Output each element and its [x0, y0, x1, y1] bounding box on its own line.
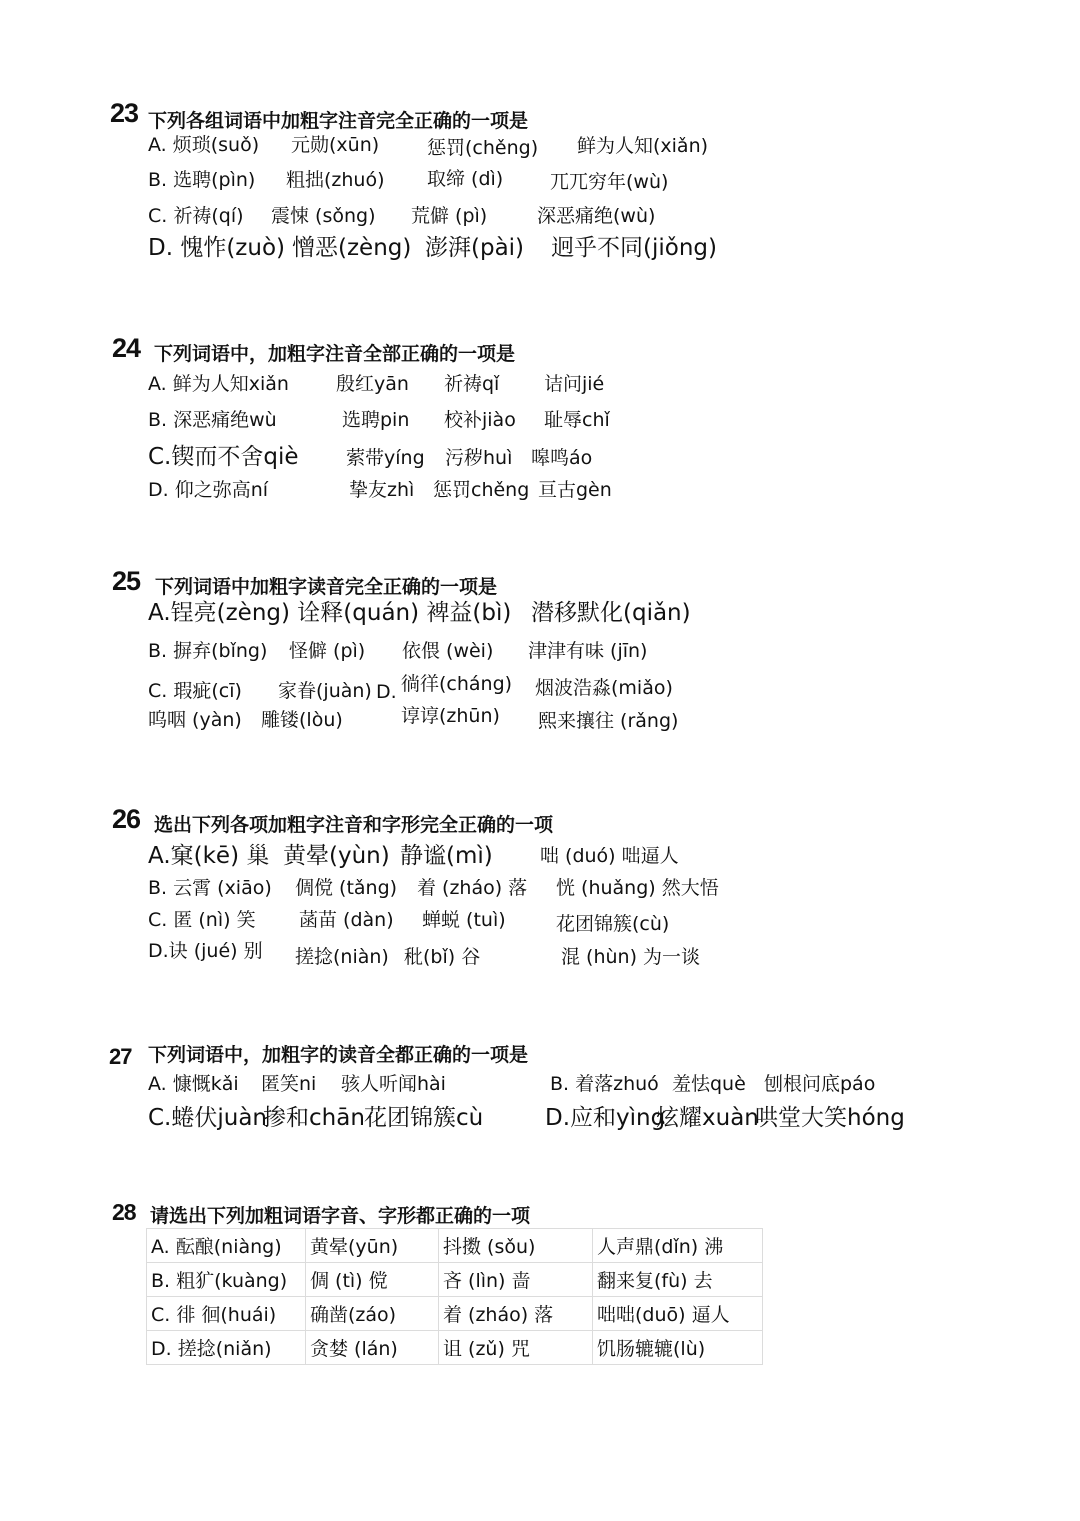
table-cell: B. 粗犷(kuàng) — [147, 1263, 306, 1297]
table-cell: 翻来复(fù) 去 — [593, 1263, 763, 1297]
option-d-4: 熙来攘往 (rǎng) — [538, 710, 679, 732]
option-d-3: 惩罚chěng — [433, 479, 530, 501]
option-c-2: 家眷(juàn) — [278, 680, 372, 702]
table-cell: A. 酝酿(niàng) — [147, 1229, 306, 1263]
question-text: 选出下列各项加粗字注音和字形完全正确的一项 — [154, 814, 554, 836]
option-d-2: 憎恶(zèng) — [292, 235, 412, 261]
option-d-4: 混 (hùn) 为一谈 — [561, 946, 701, 968]
option-d-3: 澎湃(pài) — [425, 235, 525, 261]
option-d-4: 迥乎不同(jiǒng) — [551, 235, 717, 261]
option-a-1: A.锃亮(zèng) 诠释(quán) 裨益(bì) — [148, 600, 512, 626]
option-c-1: C.蜷伏juàn — [148, 1105, 268, 1131]
option-d-3: 哄堂大笑hóng — [755, 1105, 905, 1131]
option-d-1: D.诀 (jué) 别 — [148, 940, 263, 962]
table-cell: C. 徘 徊(huái) — [147, 1297, 306, 1331]
table-cell: 确凿(záo) — [306, 1297, 439, 1331]
table-cell: 着 (zháo) 落 — [439, 1297, 593, 1331]
option-b-2: 选聘pin — [342, 409, 410, 431]
option-a-2: 黄晕(yùn) — [283, 843, 390, 869]
option-a-4: 咄 (duó) 咄逼人 — [540, 845, 679, 867]
option-d-4: 亘古gèn — [538, 479, 612, 501]
option-c-1: C. 祈祷(qí) — [148, 205, 244, 227]
option-b-2: 羞怯què — [672, 1073, 746, 1095]
table-cell: 抖擞 (sǒu) — [439, 1229, 593, 1263]
option-a-3: 骇人听闻hài — [341, 1073, 446, 1095]
options-table — [146, 1228, 763, 1365]
option-c-4: 深恶痛绝(wù) — [537, 205, 656, 227]
option-d-1: 徜徉(cháng) — [401, 673, 513, 695]
question-text: 下列词语中，加粗字注音全部正确的一项是 — [154, 343, 516, 365]
option-b-1: B. 云霄 (xiāo) — [148, 877, 272, 899]
question-text: 下列词语中加粗字读音完全正确的一项是 — [155, 576, 498, 598]
question-number: 27 — [109, 1044, 132, 1069]
option-c-3: 荒僻 (pì) — [411, 205, 488, 227]
question-number: 28 — [112, 1199, 136, 1225]
option-d-3: 谆谆(zhūn) — [401, 705, 500, 727]
option-b-1: B. 着落zhuó — [550, 1073, 659, 1095]
option-b-3: 取缔 (dì) — [427, 168, 504, 190]
option-b-1: B. 摒弃(bǐng) — [148, 640, 268, 662]
option-b-4: 耻辱chǐ — [544, 409, 610, 431]
option-c-1: C. 匿 (nì) 笑 — [148, 909, 256, 931]
option-c-4: 雕镂(lòu) — [261, 709, 343, 731]
option-d-1: D. 仰之弥高ní — [148, 479, 269, 501]
option-a-1: A. 慷慨kǎi — [148, 1073, 239, 1095]
option-d-label: D. — [376, 681, 397, 703]
table-cell: D. 搓捻(niǎn) — [147, 1331, 306, 1365]
option-b-2: 怪僻 (pì) — [289, 640, 366, 662]
option-d-3: 秕(bǐ) 谷 — [404, 946, 481, 968]
question-number: 23 — [110, 98, 139, 128]
question-text: 下列各组词语中加粗字注音完全正确的一项是 — [148, 110, 529, 132]
option-d-1: D. 愧怍(zuò) — [148, 235, 286, 261]
question-number: 25 — [112, 566, 141, 596]
option-b-3: 校补jiào — [444, 409, 516, 431]
question-text: 请选出下列加粗词语字音、字形都正确的一项 — [150, 1205, 531, 1227]
option-b-4: 恍 (huǎng) 然大悟 — [556, 877, 719, 899]
option-c-2: 萦带yíng — [346, 447, 425, 469]
table-cell: 贪婪 (lán) — [306, 1331, 439, 1365]
question-text: 下列词语中，加粗字的读音全都正确的一项是 — [148, 1044, 529, 1066]
option-c-3: 花团锦簇cù — [364, 1105, 484, 1131]
option-c-4: 花团锦簇(cù) — [556, 913, 670, 935]
question-number: 24 — [112, 333, 141, 363]
option-d-1: D.应和yìng — [545, 1105, 666, 1131]
table-row — [147, 1263, 763, 1297]
option-c-1: C.锲而不舍qiè — [148, 444, 299, 470]
option-c-2: 震悚 (sǒng) — [271, 205, 376, 227]
table-cell: 咄咄(duō) 逼人 — [593, 1297, 763, 1331]
table-cell: 诅 (zǔ) 咒 — [439, 1331, 593, 1365]
option-b-3: 刨根问底páo — [764, 1073, 876, 1095]
option-b-3: 依偎 (wèi) — [402, 640, 494, 662]
option-a-3: 祈祷qǐ — [444, 373, 500, 395]
table-row — [147, 1331, 763, 1365]
table-row — [147, 1297, 763, 1331]
option-b-3: 着 (zháo) 落 — [417, 877, 528, 899]
option-b-4: 津津有味 (jīn) — [528, 640, 648, 662]
option-a-1: A.窠(kē) 巢 — [148, 843, 270, 869]
option-a-2: 殷红yān — [336, 373, 409, 395]
option-b-2: 倜傥 (tǎng) — [295, 877, 398, 899]
option-a-2: 元勋(xūn) — [291, 134, 380, 156]
table-cell: 倜 (tì) 傥 — [306, 1263, 439, 1297]
option-c-3: 污秽huì — [445, 447, 513, 469]
option-c-4: 嗥鸣áo — [531, 447, 593, 469]
option-c-2: 菡苗 (dàn) — [299, 909, 394, 931]
option-a-1: A. 鲜为人知xiǎn — [148, 373, 289, 395]
option-d-2: 炫耀xuàn — [656, 1105, 759, 1131]
option-a-2: 潜移默化(qiǎn) — [531, 600, 691, 626]
table-cell: 人声鼎(dǐn) 沸 — [593, 1229, 763, 1263]
option-c-1: C. 瑕疵(cī) — [148, 680, 242, 702]
option-b-2: 粗拙(zhuó) — [286, 169, 385, 191]
option-c-3: 蝉蜕 (tuì) — [422, 909, 506, 931]
option-b-1: B. 深恶痛绝wù — [148, 409, 277, 431]
option-c-2: 掺和chān — [263, 1105, 365, 1131]
table-row — [147, 1229, 763, 1263]
table-cell: 吝 (lìn) 啬 — [439, 1263, 593, 1297]
option-c-3: 呜咽 (yàn) — [148, 709, 242, 731]
option-a-4: 鲜为人知(xiǎn) — [577, 135, 709, 157]
option-d-2: 挚友zhì — [349, 479, 415, 501]
question-number: 26 — [112, 804, 141, 834]
option-a-4: 诘问jié — [544, 373, 605, 395]
table-cell: 饥肠辘辘(lù) — [593, 1331, 763, 1365]
table-cell: 黄晕(yūn) — [306, 1229, 439, 1263]
option-a-3: 静谧(mì) — [400, 843, 493, 869]
option-a-2: 匿笑ni — [261, 1073, 317, 1095]
option-b-1: B. 选聘(pìn) — [148, 169, 256, 191]
option-d-2: 烟波浩淼(miǎo) — [535, 677, 673, 699]
option-d-2: 搓捻(niàn) — [295, 946, 389, 968]
option-a-3: 惩罚(chěng) — [427, 137, 539, 159]
option-a-1: A. 烦琐(suǒ) — [148, 134, 260, 156]
option-b-4: 兀兀穷年(wù) — [550, 171, 669, 193]
